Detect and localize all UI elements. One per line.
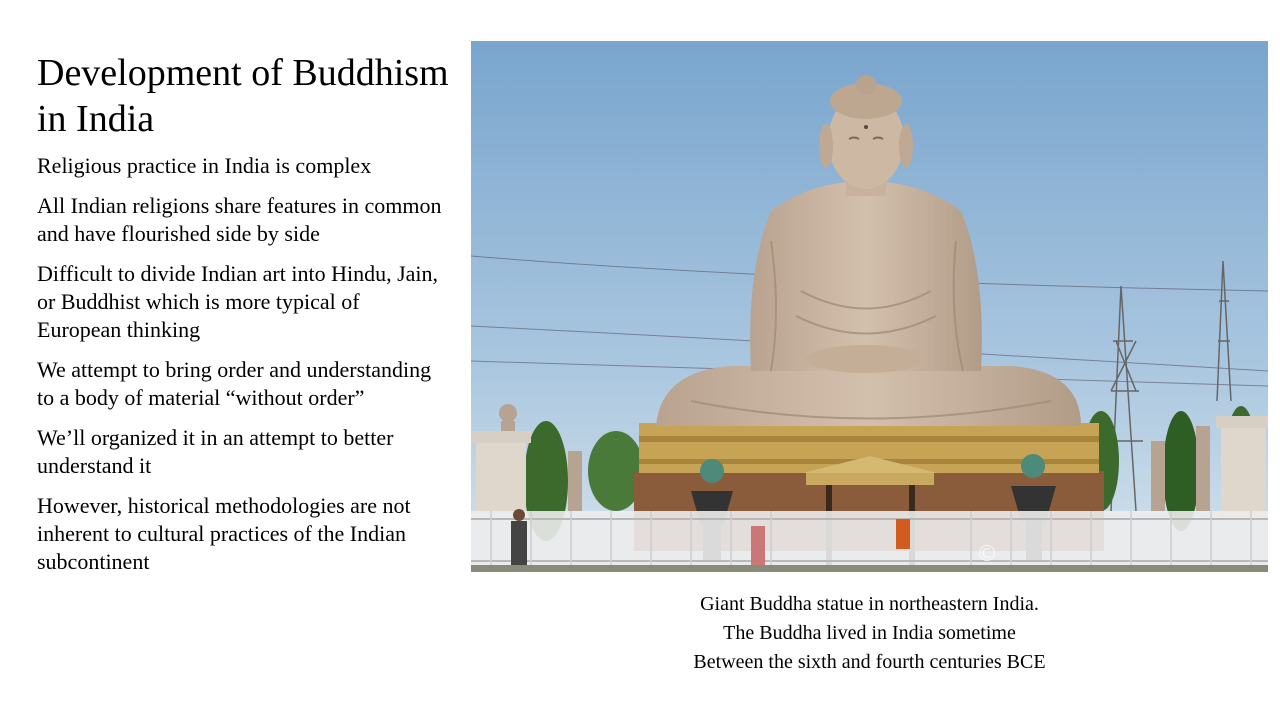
bullet-item: Religious practice in India is complex [37,153,372,178]
bullet-item: We’ll organized it in an attempt to better understand it [37,425,394,478]
buddha-statue-photo [471,41,1268,572]
caption-line: The Buddha lived in India sometime [723,622,1016,644]
caption-line: Giant Buddha statue in northeastern India. [700,593,1039,615]
bullet-list [37,152,442,588]
bullet-item: All Indian religions share features in common and have flourished side by side [37,193,442,246]
photo-caption [471,590,1268,677]
bullet-item: Difficult to divide Indian art into Hindu, Jain, or Buddhist which is more typical of European thinking [37,261,439,342]
bullet-item: However, historical methodologies are not inherent to cultural practices of the Indian subcontinent [37,493,411,574]
copyright-watermark: © [976,542,998,567]
slide-title: Development of Buddhism in India [37,52,449,140]
caption-line: Between the sixth and fourth centuries BCE [693,651,1046,673]
bullet-item: We attempt to bring order and understanding to a body of material “without order” [37,357,432,410]
